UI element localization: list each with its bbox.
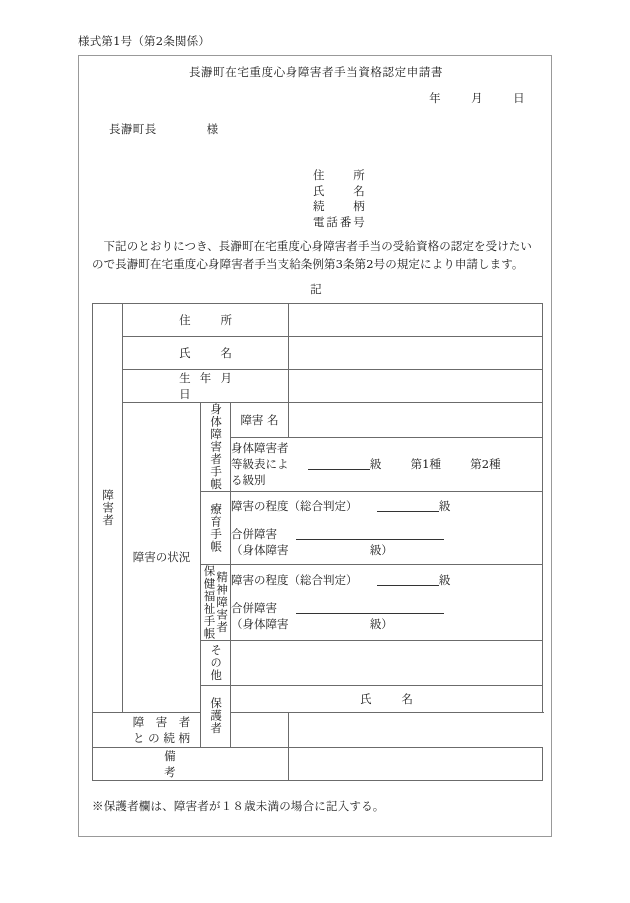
physical-class-2-option[interactable]: 第2種	[470, 457, 501, 472]
disabled-person-label: 障害者	[101, 489, 116, 527]
disabled-person-label-cell	[93, 304, 123, 713]
mental-combined-sub: （身体障害	[231, 617, 289, 631]
name-label: 氏 名	[179, 346, 232, 360]
applicant-phone-row	[313, 215, 365, 231]
mental-combined-label: 合併障害	[231, 601, 277, 615]
addressee-honorific: 様	[206, 122, 219, 136]
rehab-degree-label: 障害の程度（総合判定）	[231, 498, 358, 513]
condition-label: 障害の状況	[132, 550, 191, 565]
guardian-relation-line1: 障 害 者	[132, 714, 191, 729]
document-frame	[78, 55, 552, 837]
remarks-label-cell	[93, 747, 289, 780]
physical-booklet-label-cell	[201, 403, 231, 492]
guardian-name-label: 氏 名	[360, 691, 413, 706]
mental-degree-unit: 級	[438, 573, 451, 587]
guardian-label: 保護者	[209, 697, 224, 735]
mental-booklet-content-cell	[231, 564, 543, 640]
guardian-relation-value-cell[interactable]	[231, 712, 289, 747]
rehab-combined-unit: 級）	[369, 542, 393, 557]
addressee-name: 長瀞町長	[109, 122, 157, 136]
applicant-address-row	[313, 168, 365, 184]
physical-grade-line1: 身体障害者	[231, 441, 289, 456]
applicant-phone-label: 電話番号	[313, 214, 365, 229]
physical-grade-line3: る級別	[231, 473, 266, 488]
disability-name-value-cell[interactable]	[289, 403, 543, 438]
document-title: 長瀞町在宅重度心身障害者手当資格認定申請書	[188, 65, 444, 79]
address-label: 住 所	[179, 313, 232, 327]
condition-label-cell	[123, 403, 201, 713]
rehab-combined-label: 合併障害	[231, 526, 277, 541]
physical-class-1-option[interactable]: 第1種	[410, 457, 441, 472]
ki-marker: 記	[310, 282, 322, 296]
table-row-address	[93, 304, 543, 337]
remarks-label: 備 考	[164, 748, 211, 779]
name-label-cell	[123, 337, 289, 370]
disability-name-label: 障害 名	[240, 413, 279, 428]
remarks-value-cell[interactable]	[289, 747, 543, 780]
physical-grade-line2: 等級表によ	[231, 457, 289, 472]
addressee	[109, 121, 219, 137]
table-row-physical-disability-name	[93, 403, 543, 438]
day-label: 日	[513, 91, 525, 105]
other-label: その他	[209, 643, 224, 682]
physical-grade-cell	[231, 438, 543, 491]
rehab-booklet-content-cell	[231, 491, 543, 564]
applicant-address-label: 住 所	[313, 168, 365, 182]
physical-grade-unit: 級	[369, 457, 382, 472]
mental-booklet-label-cell	[201, 564, 231, 640]
disability-name-label-cell	[231, 403, 289, 438]
applicant-name-label: 氏 名	[313, 183, 365, 198]
body-paragraph: 下記のとおりにつき、長瀞町在宅重度心身障害者手当の受給資格の認定を受けたいので長瀞町在宅重度心身障害者手当支給条例第3条第2号の規定により申請します。	[92, 239, 533, 271]
table-row-guardian-relation	[93, 712, 543, 747]
rehab-combined-input[interactable]	[296, 526, 444, 540]
mental-combined-input[interactable]	[296, 600, 444, 614]
rehab-degree-unit: 級	[438, 498, 451, 513]
rehab-combined-sub: （身体障害	[231, 542, 289, 557]
birthdate-label-cell	[123, 370, 289, 403]
year-label: 年	[429, 91, 442, 105]
footnote: ※保護者欄は、障害者が１８歳未満の場合に記入する。	[92, 799, 385, 813]
application-detail-table	[92, 303, 543, 781]
rehab-booklet-label-cell	[201, 491, 231, 564]
mental-degree-input[interactable]	[377, 572, 439, 586]
name-value-cell[interactable]	[289, 337, 543, 370]
applicant-identity-block	[313, 168, 365, 230]
date-entry-line	[429, 90, 525, 106]
applicant-relation-row	[313, 199, 365, 215]
address-value-cell[interactable]	[289, 304, 543, 337]
rehab-booklet-label: 療育手帳	[209, 502, 224, 553]
rehab-degree-input[interactable]	[377, 498, 439, 512]
applicant-name-row	[313, 184, 365, 200]
physical-grade-input[interactable]	[308, 456, 370, 470]
birthdate-label: 生 年 月 日	[179, 371, 232, 401]
birthdate-value-cell[interactable]	[289, 370, 543, 403]
mental-degree-label: 障害の程度（総合判定）	[231, 573, 358, 587]
mental-booklet-label-right: 精神障害者	[215, 570, 230, 634]
guardian-relation-line2: と の 続 柄	[133, 730, 190, 745]
other-value-cell[interactable]	[231, 640, 543, 685]
form-number: 様式第1号（第2条関係）	[78, 34, 211, 48]
table-row-name	[93, 337, 543, 370]
applicant-relation-label: 続 柄	[313, 199, 365, 214]
guardian-name-label-cell	[231, 685, 543, 712]
mental-combined-unit: 級）	[369, 617, 393, 631]
table-row-birthdate	[93, 370, 543, 403]
physical-booklet-label: 身体障害者手帳	[209, 403, 224, 491]
other-label-cell	[201, 640, 231, 685]
address-label-cell	[123, 304, 289, 337]
month-label: 月	[471, 91, 484, 105]
mental-booklet-label-left: 保健福祉手帳	[202, 564, 217, 640]
table-row-remarks	[93, 747, 543, 780]
